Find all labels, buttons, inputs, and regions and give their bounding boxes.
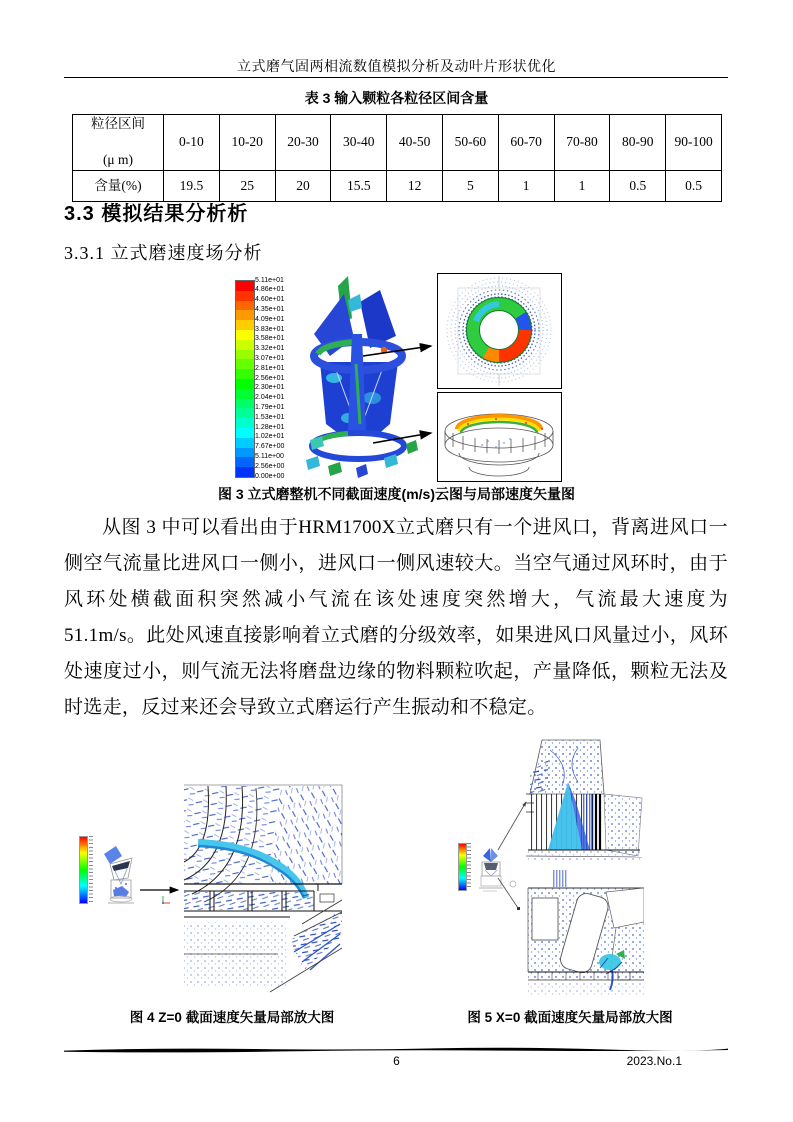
zoom-arrow-icon — [363, 346, 431, 356]
content-value-cell: 0.5 — [610, 170, 666, 201]
colorbar-label: 1.02e+01 — [255, 433, 285, 441]
content-header-cell: 含量(%) — [73, 170, 164, 201]
size-range-header-line1: 粒径区间 — [91, 116, 145, 131]
colorbar-label: 2.30e+01 — [255, 384, 285, 392]
size-range-cell: 90-100 — [666, 115, 722, 171]
table-header-row — [73, 115, 722, 171]
colorbar-label: 3.83e+01 — [255, 325, 285, 333]
size-range-header-cell — [73, 115, 164, 171]
colorbar-label: 1.28e+01 — [255, 423, 285, 431]
footer-rule — [64, 1046, 728, 1053]
size-range-cell: 70-80 — [554, 115, 610, 171]
figure3-caption: 图 3 立式磨整机不同截面速度(m/s)云图与局部速度矢量图 — [217, 486, 575, 502]
z0-vector-plot — [182, 784, 344, 1000]
size-range-cell: 0-10 — [164, 115, 220, 171]
colorbar-label: 7.67e+00 — [255, 443, 285, 451]
colorbar-label: 5.11e+01 — [255, 276, 284, 284]
section-heading: 3.3 模拟结果分析析 — [64, 203, 249, 225]
content-value-cell: 0.5 — [666, 170, 722, 201]
mill-overview-thumbnail — [102, 844, 140, 908]
colorbar-label: 4.60e+01 — [255, 296, 285, 304]
content-value-cell: 15.5 — [331, 170, 387, 201]
colorbar-label: 3.32e+01 — [255, 345, 285, 353]
particle-size-table — [72, 114, 722, 202]
callout-arrows — [228, 272, 568, 484]
content-value-cell: 19.5 — [164, 170, 220, 201]
figure4-caption: 图 4 Z=0 截面速度矢量局部放大图 — [129, 1010, 335, 1025]
colorbar-label: 0.00e+00 — [255, 472, 285, 480]
subsection-heading: 3.3.1 立式磨速度场分析 — [64, 243, 263, 263]
content-value-cell: 1 — [554, 170, 610, 201]
page-number: 6 — [393, 1054, 400, 1068]
table3-caption: 表 3 输入颗粒各粒径区间含量 — [304, 90, 489, 106]
colorbar-label: 2.04e+01 — [255, 394, 285, 402]
content-value-cell: 12 — [387, 170, 443, 201]
content-value-cell: 20 — [275, 170, 331, 201]
size-range-header-line2: (μ m) — [102, 152, 134, 168]
size-range-cell: 40-50 — [387, 115, 443, 171]
x0-vector-plot-upper — [526, 738, 644, 862]
x0-vector-plot-lower — [526, 870, 644, 998]
figure3 — [228, 272, 568, 484]
size-range-cell: 80-90 — [610, 115, 666, 171]
colorbar-label: 4.86e+01 — [255, 286, 285, 294]
mini-colorbar-ticks — [89, 836, 93, 902]
size-range-cell: 20-30 — [275, 115, 331, 171]
colorbar-label: 4.35e+01 — [255, 305, 285, 313]
colorbar-label: 4.09e+01 — [255, 315, 285, 323]
axis-triad-icon — [158, 893, 172, 907]
mini-colorbar — [79, 836, 88, 904]
issue-label: 2023.No.1 — [626, 1054, 682, 1068]
size-range-cell: 60-70 — [498, 115, 554, 171]
figure5-caption: 图 5 X=0 截面速度矢量局部放大图 — [467, 1010, 673, 1025]
colorbar-label: 3.58e+01 — [255, 335, 285, 343]
content-value-cell: 1 — [498, 170, 554, 201]
zoom-arrow-icon — [373, 433, 431, 443]
figure4 — [64, 742, 400, 1002]
colorbar-label: 5.11e+00 — [255, 452, 284, 460]
colorbar-label: 2.56e+01 — [255, 374, 285, 382]
colorbar-label: 1.53e+01 — [255, 413, 285, 421]
colorbar-label: 2.81e+01 — [255, 364, 285, 372]
size-range-cell: 10-20 — [219, 115, 275, 171]
figure5 — [440, 734, 740, 1000]
content-value-cell: 5 — [442, 170, 498, 201]
colorbar-label: 1.79e+01 — [255, 403, 285, 411]
header-rule — [64, 77, 728, 78]
content-value-cell: 25 — [219, 170, 275, 201]
body-paragraph: 从图 3 中可以看出由于HRM1700X立式磨只有一个进风口，背离进风口一侧空气流量比进风口一侧小，进风口一侧风速较大。当空气通过风环时，由于风环处横截面积突然减小气流在该处速度突然增大，气流最大速度为 51.1m/s。此处风速直接影响着立式磨的分级效率，如果进风口风量过小，风环处速度过小，则气流无法将磨盘边缘的物料颗粒吹起，产量降低，颗粒无法及时选走，反过来还会导致立式磨运行产生振动和不稳定。 — [64, 517, 728, 718]
colorbar-label: 2.56e+00 — [255, 462, 285, 470]
size-range-cell: 50-60 — [442, 115, 498, 171]
colorbar-label: 3.07e+01 — [255, 354, 285, 362]
running-header-title: 立式磨气固两相流数值模拟分析及动叶片形状优化 — [237, 60, 556, 75]
size-range-cell: 30-40 — [331, 115, 387, 171]
